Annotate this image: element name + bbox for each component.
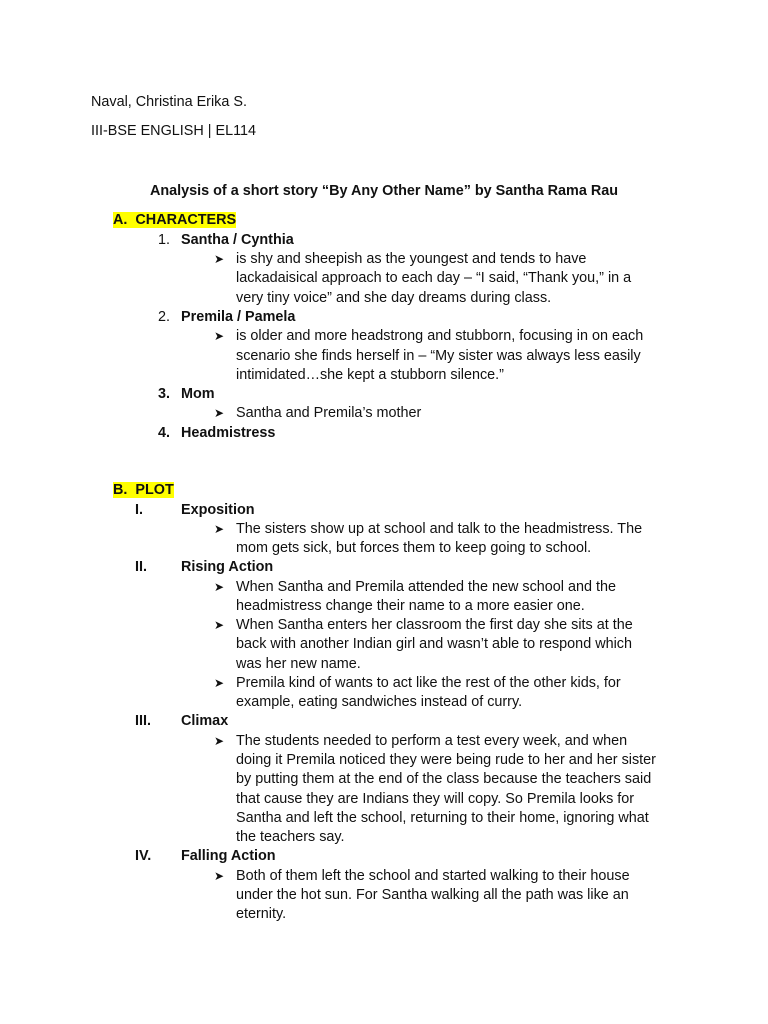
section-letter: B.: [113, 482, 128, 498]
course-line: III-BSE ENGLISH | EL114: [91, 123, 257, 139]
list-item: ➤ When Santha and Premila attended the new school and the: [214, 579, 617, 595]
arrowhead-bullet-icon: ➤: [214, 522, 225, 536]
plot-number: III.: [135, 713, 151, 729]
section-letter: A.: [113, 212, 128, 228]
list-item: ➤ When Santha enters her classroom the first day she sits at the: [214, 617, 633, 633]
list-item: ➤ Santha and Premila’s mother: [214, 405, 422, 421]
list-item-line: was her new name.: [236, 656, 361, 672]
list-item-line: very tiny voice” and she day dreams during class.: [236, 290, 552, 306]
list-item-line: example, eating sandwiches instead of curry.: [236, 694, 523, 710]
list-item-line: eternity.: [236, 906, 287, 922]
list-item: ➤ Both of them left the school and started walking to their house: [214, 868, 630, 884]
list-number: 2.: [158, 309, 171, 325]
plot-stage-name: Falling Action: [181, 848, 276, 864]
character-name: Premila / Pamela: [181, 309, 296, 325]
arrowhead-bullet-icon: ➤: [214, 406, 225, 420]
section-heading-characters: [113, 211, 236, 230]
author-name: Naval, Christina Erika S.: [91, 94, 247, 110]
list-item-line: scenario she finds herself in – “My sister was always less easily: [236, 348, 641, 364]
section-title: CHARACTERS: [135, 212, 237, 228]
section-title: PLOT: [135, 482, 174, 498]
list-item-line: the teachers say.: [236, 829, 345, 845]
document-title: Analysis of a short story “By Any Other Name” by Santha Rama Rau: [149, 183, 619, 199]
list-item-line: by putting them at the end of the class because the teachers said: [236, 771, 652, 787]
list-item-line: that cause they are Indians they will copy. So Premila looks for: [236, 791, 635, 807]
plot-number: I.: [135, 502, 143, 518]
list-item: ➤ The sisters show up at school and talk to the headmistress. The: [214, 521, 643, 537]
list-number: 3.: [158, 386, 171, 402]
plot-number: II.: [135, 559, 147, 575]
arrowhead-bullet-icon: ➤: [214, 252, 225, 266]
list-item: ➤ Premila kind of wants to act like the rest of the other kids, for: [214, 675, 621, 691]
character-name: Headmistress: [181, 425, 276, 441]
list-number: 4.: [158, 425, 171, 441]
character-name: Santha / Cynthia: [181, 232, 294, 248]
list-item-line: lackadaisical approach to each day – “I said, “Thank you,” in a: [236, 270, 632, 286]
plot-stage-name: Rising Action: [181, 559, 274, 575]
arrowhead-bullet-icon: ➤: [214, 734, 225, 748]
arrowhead-bullet-icon: ➤: [214, 618, 225, 632]
list-item-line: under the hot sun. For Santha walking all the path was like an: [236, 887, 629, 903]
list-item: ➤ The students needed to perform a test every week, and when: [214, 733, 628, 749]
list-item-line: mom gets sick, but forces them to keep going to school.: [236, 540, 592, 556]
list-item-line: doing it Premila noticed they were being rude to her and her sister: [236, 752, 656, 768]
list-item-line: back with another Indian girl and wasn’t able to respond which: [236, 636, 632, 652]
list-item-line: Santha and left the school, returning to their home, ignoring what: [236, 810, 649, 826]
section-heading-plot: [113, 481, 174, 500]
list-item-line: headmistress change their name to a more easier one.: [236, 598, 585, 614]
plot-number: IV.: [135, 848, 152, 864]
plot-stage-name: Exposition: [181, 502, 255, 518]
list-item: ➤ is shy and sheepish as the youngest and tends to have: [214, 251, 587, 267]
list-item: ➤ is older and more headstrong and stubborn, focusing in on each: [214, 328, 644, 344]
arrowhead-bullet-icon: ➤: [214, 869, 225, 883]
list-item-line: intimidated…she kept a stubborn silence.”: [236, 367, 504, 383]
character-name: Mom: [181, 386, 215, 402]
arrowhead-bullet-icon: ➤: [214, 580, 225, 594]
arrowhead-bullet-icon: ➤: [214, 329, 225, 343]
arrowhead-bullet-icon: ➤: [214, 676, 225, 690]
plot-stage-name: Climax: [181, 713, 229, 729]
list-number: 1.: [158, 232, 171, 248]
